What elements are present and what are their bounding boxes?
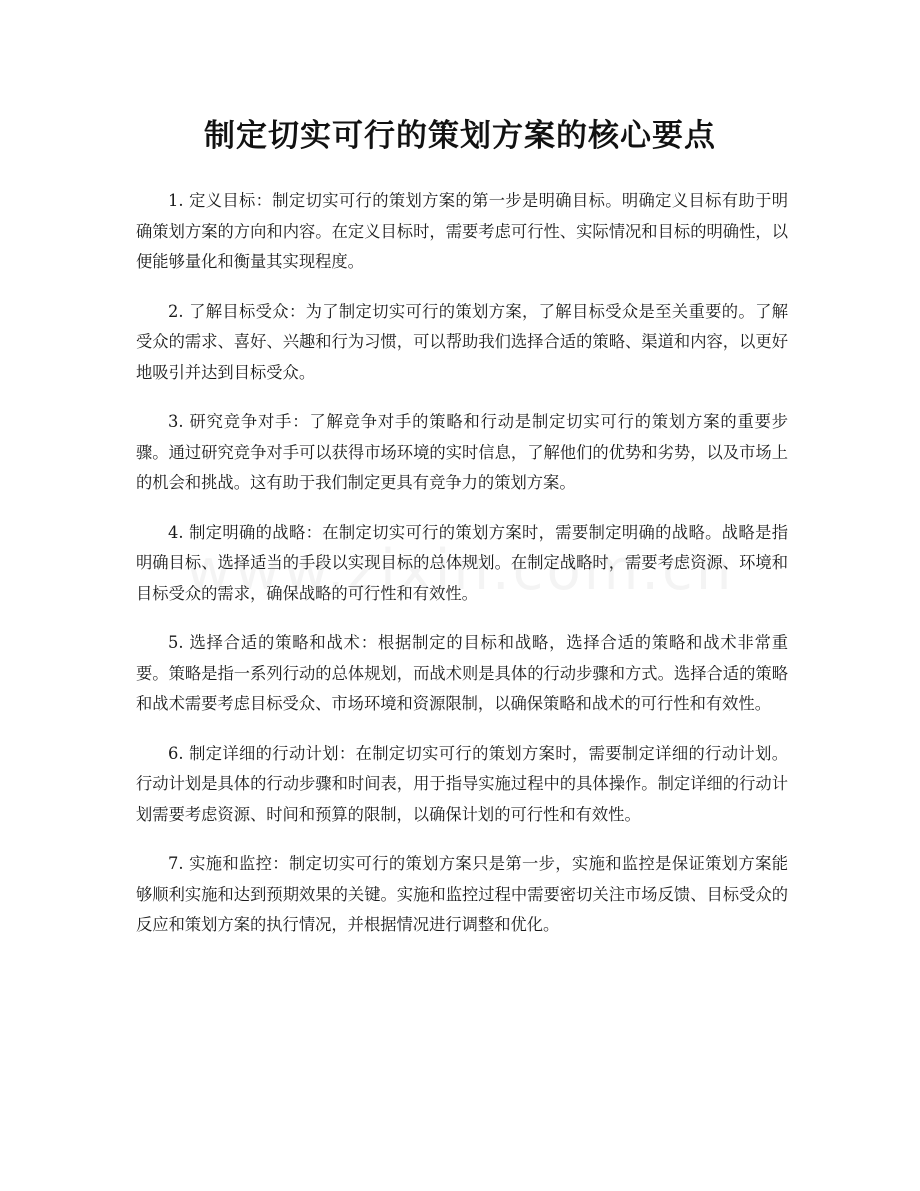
paragraph-2: 2. 了解目标受众：为了制定切实可行的策划方案，了解目标受众是至关重要的。了解受众的需求、喜好、兴趣和行为习惯，可以帮助我们选择合适的策略、渠道和内容，以更好地吸引并达到目标受众。 [136,301,788,382]
paragraph-5: 5. 选择合适的策略和战术：根据制定的目标和战略，选择合适的策略和战术非常重要。策略是指一系列行动的总体规划，而战术则是具体的行动步骤和方式。选择合适的策略和战术需要考虑目标受众、市场环境和资源限制，以确保策略和战术的可行性和有效性。 [136,633,788,713]
page-title: 制定切实可行的策划方案的核心要点 [204,118,716,154]
paragraph-7: 7. 实施和监控：制定切实可行的策划方案只是第一步，实施和监控是保证策划方案能够顺利实施和达到预期效果的关键。实施和监控过程中需要密切关注市场反馈、目标受众的反应和策划方案的执行情况，并根据情况进行调整和优化。 [136,854,788,934]
paragraph-3: 3. 研究竞争对手：了解竞争对手的策略和行动是制定切实可行的策划方案的重要步骤。通过研究竞争对手可以获得市场环境的实时信息，了解他们的优势和劣势，以及市场上的机会和挑战。这有助于我们制定更具有竞争力的策划方案。 [136,412,788,492]
paragraph-1: 1. 定义目标：制定切实可行的策划方案的第一步是明确目标。明确定义目标有助于明确策划方案的方向和内容。在定义目标时，需要考虑可行性、实际情况和目标的明确性，以便能够量化和衡量其实现程度。 [136,191,788,271]
paragraph-6: 6. 制定详细的行动计划：在制定切实可行的策划方案时，需要制定详细的行动计划。行动计划是具体的行动步骤和时间表，用于指导实施过程中的具体操作。制定详细的行动计划需要考虑资源、时间和预算的限制，以确保计划的可行性和有效性。 [136,743,788,824]
document-body [136,186,788,960]
paragraph-4: 4. 制定明确的战略：在制定切实可行的策划方案时，需要制定明确的战略。战略是指明确目标、选择适当的手段以实现目标的总体规划。在制定战略时，需要考虑资源、环境和目标受众的需求，确保战略的可行性和有效性。 [136,522,788,603]
